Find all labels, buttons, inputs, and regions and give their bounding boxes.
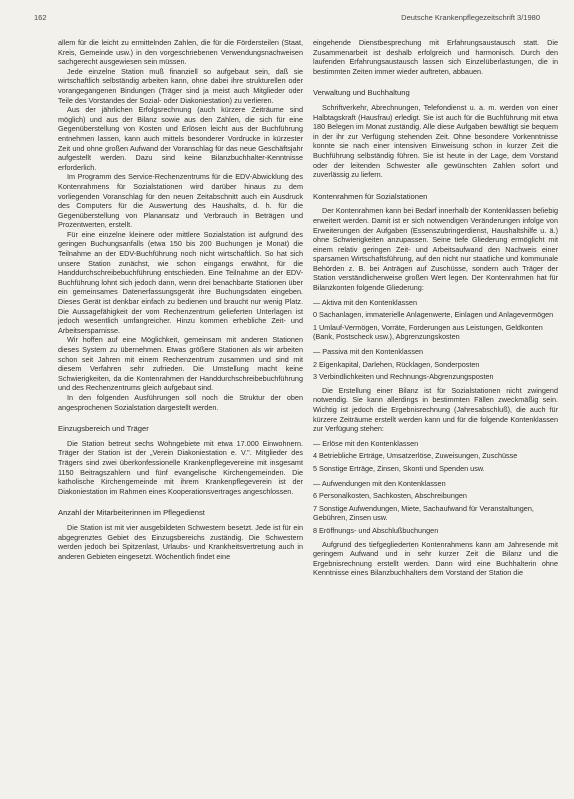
paragraph: Der Kontenrahmen kann bei Bedarf innerhalb der Kontenklassen beliebig erweitert werden. Damit ist er sich notwendigen Veränderungen infolge von Erweiterungen der Aufgaben (Essenszubringerdienst, Haushaltshilfe u. ä.) ohne Schwierigkeiten anzupassen. Seine tiefe Gliederung ermöglicht mit einem relativ geringen Zeit- und Arbeitsaufwand den Nachweis einer sparsamen Wirtschaftsführung, auf den nicht nur staatliche und kommunale Behörden z. B. bei Anträgen auf Zuschüsse, sondern auch Träger der Station verständlicherweise großen Wert legen. Der Kontenrahmen hat für Bilanzkonten folgende Gliederung: <box>313 206 558 293</box>
paragraph: Schriftverkehr, Abrechnungen, Telefondienst u. a. m. werden von einer Halbtagskraft (Hausfrau) erledigt. Sie ist auch für die Buchführung mit etwa 180 Belegen im Monat zuständig. Alle diese Aufgaben bewältigt sie bequem in der ihr zur Verfügung stehenden Zeit. Ohne besondere Vorkenntnisse konnte sie nach einer intensiven Einweisung schon in kurzer Zeit die Buchführung selbständig führen. Sie ist heute in der Lage, dem Vorstand oder der leitenden Schwester alle gewünschten Zahlen sofort und zuverlässig zu liefern. <box>313 102 558 180</box>
paragraph: Die Erstellung einer Bilanz ist für Sozialstationen nicht zwingend notwendig. Sie kann allerdings in bestimmten Fällen zweckmäßig sein. Wichtig ist jedoch die Ergebnisrechnung (Jahresabschluß), die auch für kürzere Zeiträume erstellt werden kann und für die folgende Kontenklassen zur Verfügung stehen: <box>313 385 558 434</box>
section-heading-anzahl: Anzahl der Mitarbeiterinnen im Pflegedienst <box>58 508 205 518</box>
paragraph: Im Programm des Service-Rechenzentrums für die EDV-Abwicklung des Kontenrahmens für Sozialstationen wird darüber hinaus zu dem vorliegenden Voranschlag für den neuen Zeitabschnitt auch ein Ausdruck des Computers für die Auswertung des Haushalts, d. h. für die Gegenüberstellung von Planansatz und Verbrauch in Beträgen und Prozentwerten, erstellt. <box>58 172 303 230</box>
list-item: 0 Sachanlagen, immaterielle Anlagenwerte, Einlagen und Anlagevermögen <box>313 310 554 320</box>
paragraph: Für eine einzelne kleinere oder mittlere Sozialstation ist aufgrund des geringen Buchungsanfalls (etwa 150 bis 200 Buchungen je Monat) die Teilnahme an der EDV-Buchführung noch nicht wirtschaftlich. So hat sich unsere Station zunächst, wie schon eingangs erwähnt, für die Handdurchschreibebuchführung entschieden. Eine Teilnahme an der EDV-Buchführung lohnt sich jedoch dann, wenn drei benachbarte Stationen über ein gemeinsames Datenerfassungsgerät ihre Buchungsdaten eingeben. Dieses Gerät ist denkbar einfach zu bedienen und braucht nur wenig Platz. Die Aussagefähigkeit der vom Rechenzentrum gelieferten Unterlagen ist jedoch wesentlich umfangreicher. Hinzu kommen erhebliche Zeit- und Arbeitsersparnisse. <box>58 229 303 335</box>
paragraph: eingehende Dienstbesprechung mit Erfahrungsaustausch statt. Die Zusammenarbeit ist deshalb erfolgreich und harmonisch. Durch den laufenden Erfahrungsaustausch lassen sich Einzelüberlastungen, die in bestimmten Zeiten immer wieder auftreten, abbauen. <box>313 38 558 76</box>
paragraph: In den folgenden Ausführungen soll noch die Struktur der oben angesprochenen Sozialstation dargestellt werden. <box>58 392 303 412</box>
list-item: 6 Personalkosten, Sachkosten, Abschreibungen <box>313 491 467 501</box>
left-column <box>58 38 303 790</box>
list-item: 1 Umlauf-Vermögen, Vorräte, Forderungen aus Leistungen, Geldkonten (Bank, Postscheck usw.), Abgrenzungskosten <box>313 322 543 342</box>
list-item: 7 Sonstige Aufwendungen, Miete, Sachaufwand für Veranstaltungen, Gebühren, Zinsen usw. <box>313 503 534 523</box>
section-heading-kontenrahmen: Kontenrahmen für Sozialstationen <box>313 191 428 201</box>
list-item: — Erlöse mit den Kontenklassen <box>313 438 419 448</box>
paragraph: Jede einzelne Station muß finanziell so aufgebaut sein, daß sie wirtschaftlich selbständig arbeiten kann, ohne dabei ihre strukturellen oder vorangegangenen Bindungen (Träger sind ja meist auch Mitglieder oder Teile des Vorstandes der Sozial- oder Diakoniestation) zu verlieren. <box>58 66 303 105</box>
list-item: 3 Verbindlichkeiten und Rechnungs-Abgrenzungsposten <box>313 372 494 382</box>
journal-title: Deutsche Krankenpflegezeitschrift 3/1980 <box>401 13 540 22</box>
page-number: 162 <box>34 13 47 22</box>
paragraph: Aufgrund des tiefgegliederten Kontenrahmens kann am Jahresende mit geringem Aufwand und in sehr kurzer Zeit die Bilanz und die Ergebnisrechnung erstellt werden. Dann wird eine Buchhalterin ohne Kenntnisse eines Bilanzbuchhalters dem Vorstand der Station die <box>313 539 558 578</box>
list-item: — Aktiva mit den Kontenklassen <box>313 297 417 307</box>
list-item: 2 Eigenkapital, Darlehen, Rücklagen, Sonderposten <box>313 359 480 369</box>
running-header <box>34 11 540 25</box>
paragraph: allem für die leicht zu ermittelnden Zahlen, die für die Fördersteilen (Staat, Kreis, Gemeinde usw.) in den vorgeschriebenen Verwendungsnachweisen sachgerecht ausgewiesen sein müssen. <box>58 38 303 67</box>
section-heading-verwaltung: Verwaltung und Buchhaltung <box>313 88 410 98</box>
right-column <box>313 38 558 790</box>
list-item: — Aufwendungen mit den Kontenklassen <box>313 478 446 488</box>
paragraph: Die Station betreut sechs Wohngebiete mit etwa 17.000 Einwohnern. Träger der Station ist der „Verein Diakoniestation e. V.". Mitglieder des Trägers sind zwei überkonfessionelle Krankenpflegevereine mit insgesamt 1150 Beitragszahlern und fünf evangelische Kirchengemeinden. Die katholische Kirchengemeinde mit ihrem Krankenpflegeverein ist der Diakoniestation im Rahmen eines Kooperationsvertrages angeschlossen. <box>58 438 303 496</box>
list-item: 8 Eröffnungs- und Abschlußbuchungen <box>313 525 439 535</box>
list-item: 4 Betriebliche Erträge, Umsatzerlöse, Zuweisungen, Zuschüsse <box>313 451 518 461</box>
section-heading-einzugsbereich: Einzugsbereich und Träger <box>58 424 149 434</box>
paragraph: Die Station ist mit vier ausgebildeten Schwestern besetzt. Jede ist für ein abgegrenztes Gebiet des Einzugsbereichs zuständig. Die Schwestern werden jedoch bei Spitzenlast, Urlaubs- und Krankheitsvertretung auch in anderen Gebieten eingesetzt. Wöchentlich findet eine <box>58 522 303 561</box>
list-item: 5 Sonstige Erträge, Zinsen, Skonti und Spenden usw. <box>313 463 485 473</box>
paragraph: Aus der jährlichen Erfolgsrechnung (auch kürzere Zeiträume sind möglich) und aus der Bilanz sowie aus den Zahlen, die sich für eine Gegenüberstellung von Kosten und Erlösen leicht aus der Buchführung entnehmen lassen, kann auch mittels besonderer Vordrucke in kürzester Zeit und ohne großen Aufwand der Voranschlag für das neue Geschäftsjahr aufgestellt werden. Dazu sind keine Bilanzbuchhalter-Kenntnisse erforderlich. <box>58 105 303 172</box>
paragraph: Wir hoffen auf eine Möglichkeit, gemeinsam mit anderen Stationen dieses System zu übernehmen. Etwas größere Stationen als wir arbeiten schon seit Jahren mit einem Rechenzentrum zusammen und sind mit diesem Verfahren sehr zufrieden. Die Umstellung macht keine Schwierigkeiten, da die Kontenrahmen der Handdurchschreibebuchführung und des Rechenzentrums gleich aufgebaut sind. <box>58 335 303 393</box>
list-item: — Passiva mit den Kontenklassen <box>313 347 424 357</box>
